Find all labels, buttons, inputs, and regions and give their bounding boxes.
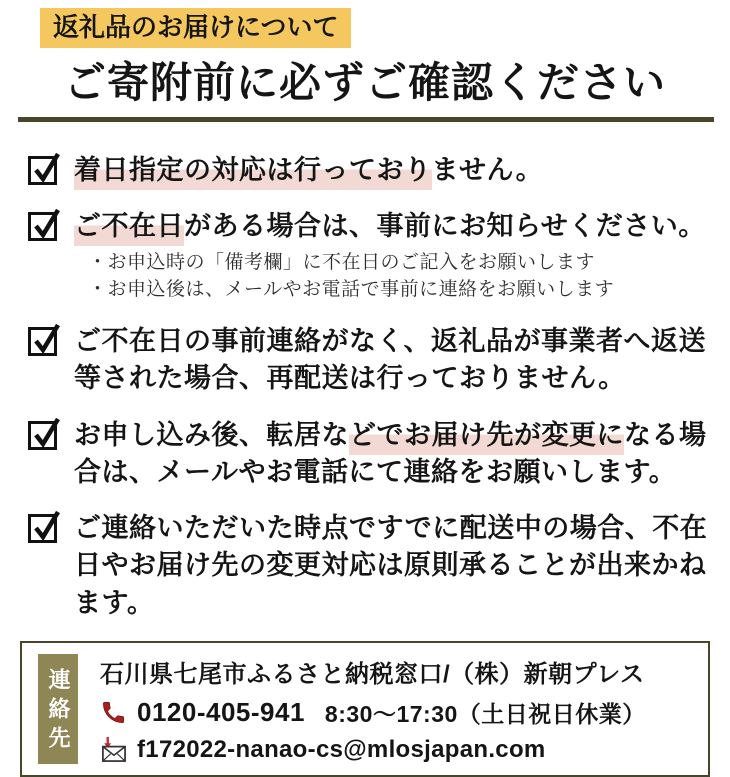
note-line: ・お申込時の「備考欄」に不在日のご記入をお願いします bbox=[88, 252, 596, 274]
phone-number: 0120-405-941 bbox=[137, 696, 305, 727]
checkbox-checked-icon bbox=[28, 421, 57, 450]
header bbox=[0, 0, 730, 122]
checklist-item bbox=[28, 208, 712, 304]
checklist-item bbox=[28, 417, 712, 492]
item-text: ご不在日の事前連絡がなく、返礼品が事業者へ返送等された場合、再配送は行っておりません。 bbox=[74, 326, 706, 394]
page-title: ご寄附前に必ずご確認ください bbox=[63, 58, 666, 106]
checklist-item bbox=[28, 510, 712, 622]
checkbox-checked-icon bbox=[28, 514, 57, 543]
highlight-text: どでお届け先が変更に bbox=[349, 420, 624, 455]
page-tag: 返礼品のお届けについて bbox=[40, 8, 351, 48]
item-text: お申し込み後、転居などでお届け先が変更になる場合は、メールやお電話にて連絡をお願いします。 bbox=[74, 419, 707, 487]
checkbox-checked-icon bbox=[28, 212, 57, 241]
highlight-text: ご不在日 bbox=[74, 211, 184, 246]
notes bbox=[88, 250, 712, 304]
mail-icon bbox=[100, 736, 127, 763]
email-address: f172022-nanao-cs@mlosjapan.com bbox=[137, 735, 546, 763]
item-text: ご不在日がある場合は、事前にお知らせください。 bbox=[74, 208, 712, 245]
contact-box bbox=[20, 641, 710, 777]
note-line: ・お申込後は、メールやお電話で事前に連絡をお願いします bbox=[88, 279, 615, 301]
heading-divider bbox=[18, 117, 714, 122]
item-text: ご連絡いただいた時点ですでに配送中の場合、不在日やお届け先の変更対応は原則承ることが出来かねます。 bbox=[74, 513, 708, 618]
phone-icon bbox=[100, 699, 127, 726]
contact-label-badge: 連絡先 bbox=[38, 654, 78, 764]
item-text: 着日指定の対応は行っておりません。 bbox=[74, 152, 712, 189]
phone-hours: 8:30〜17:30（土日祝日休業） bbox=[324, 700, 646, 727]
checklist bbox=[28, 152, 712, 622]
checklist-item bbox=[28, 323, 712, 398]
highlight-text: 着日指定の対応は行っており bbox=[74, 155, 432, 190]
checklist-item bbox=[28, 152, 712, 189]
contact-office: 石川県七尾市ふるさと納税窓口/（株）新朝プレス bbox=[100, 660, 645, 688]
checkbox-checked-icon bbox=[28, 327, 57, 356]
checkbox-checked-icon bbox=[28, 156, 57, 185]
